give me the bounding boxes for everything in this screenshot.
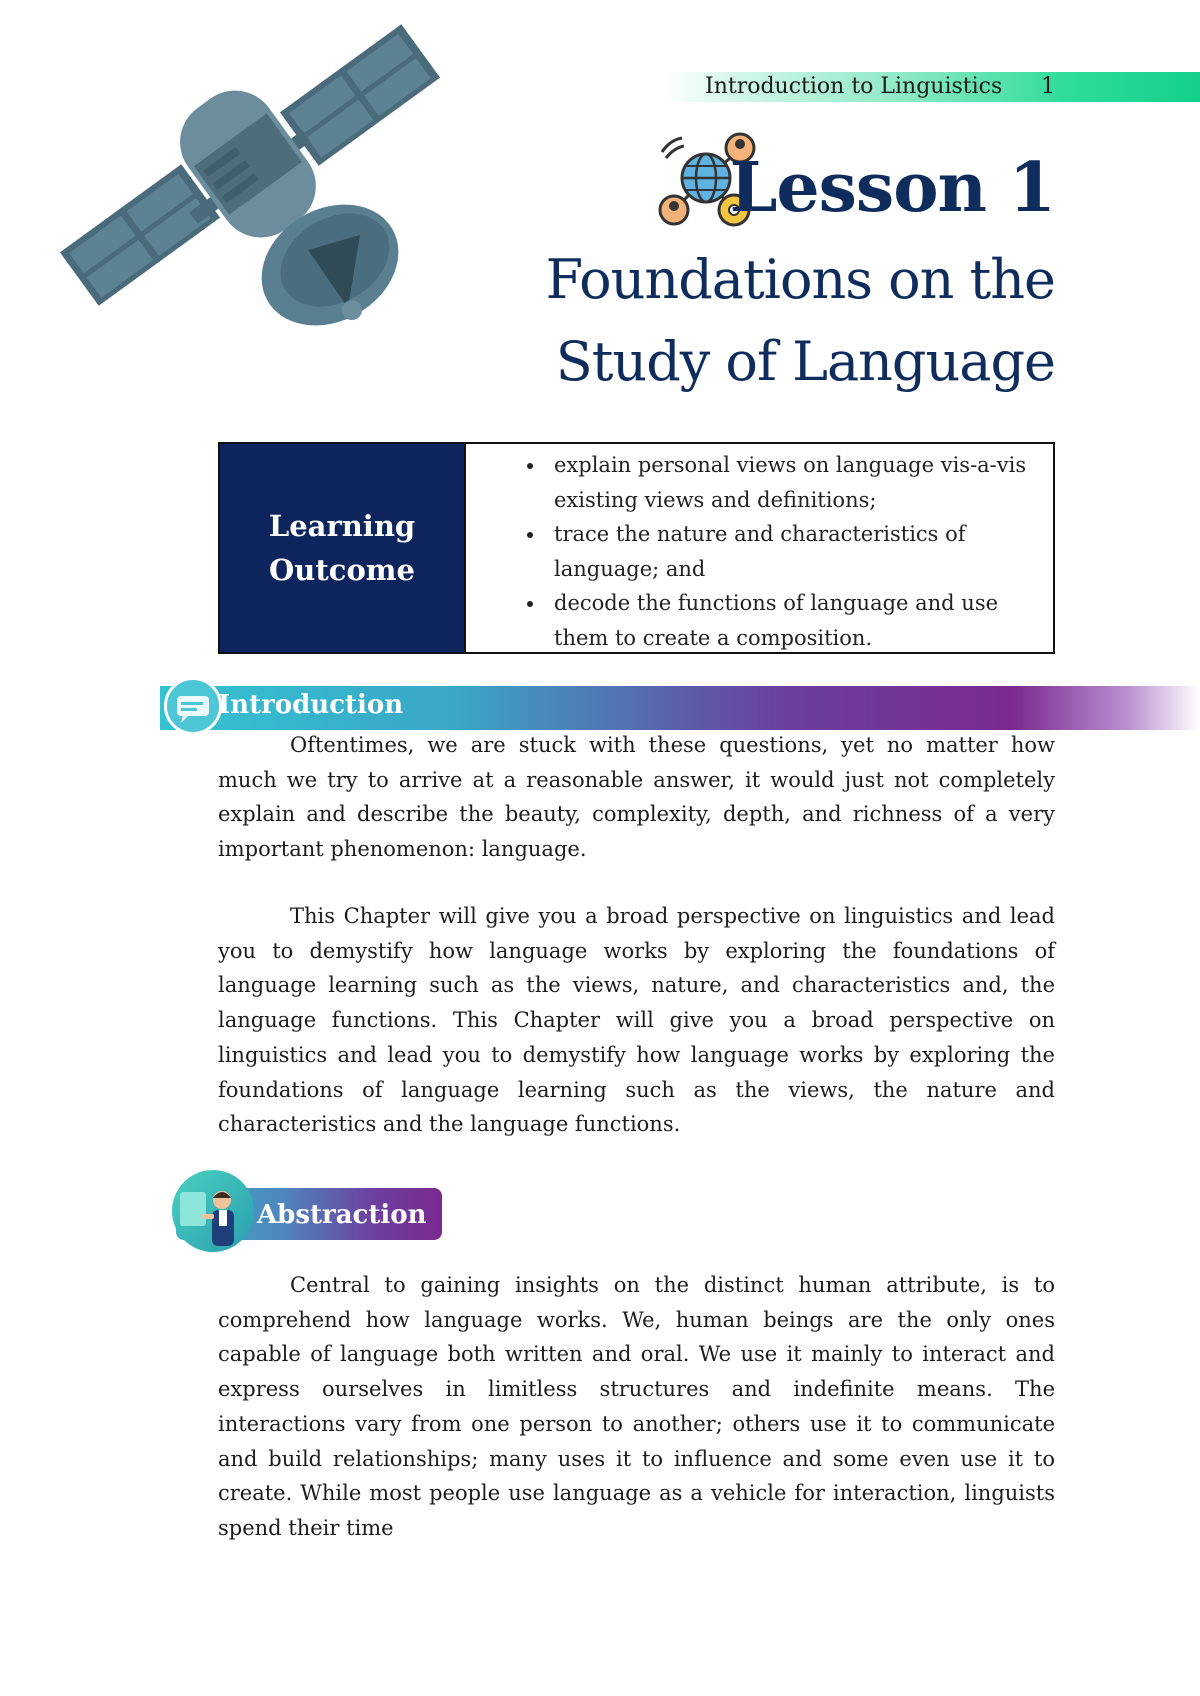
learning-outcome-items-cell <box>466 444 1053 652</box>
learning-outcome-list <box>466 448 1033 655</box>
satellite-icon <box>30 10 450 340</box>
learning-outcome-item: • explain personal views on language vis-a-vis existing views and definitions; <box>546 448 1033 517</box>
learning-outcome-item: • decode the functions of language and use them to create a composition. <box>546 586 1033 655</box>
learning-outcome-label <box>220 444 466 652</box>
introduction-paragraph-1: Oftentimes, we are stuck with these questions, yet no matter how much we try to arrive at a reasonable answer, it would just not completely explain and describe the beauty, complexity, depth, and richness of a very important phenomenon: language. <box>218 733 1055 862</box>
page-number: 1 <box>1041 74 1055 99</box>
learning-outcome-item: • trace the nature and characteristics of language; and <box>546 517 1033 586</box>
lesson-title-line-2: Study of Language <box>555 330 1055 393</box>
learning-outcome-table <box>218 442 1055 654</box>
introduction-paragraph-2: This Chapter will give you a broad perspective on linguistics and lead you to demystify how language works by exploring the foundations of language learning such as the views, nature, and characteristics and, the language functions. This Chapter will give you a broad perspective on linguistics and lead you to demystify how language works by exploring the foundations of language learning such as the views, the nature and characteristics and the language functions. <box>218 904 1055 1137</box>
abstraction-heading: Abstraction <box>257 1200 427 1230</box>
learning-outcome-label-line-2: Outcome <box>269 553 415 587</box>
presenter-avatar-icon <box>172 1170 254 1252</box>
abstraction-paragraph-1: Central to gaining insights on the distinct human attribute, is to comprehend how language works. We, human beings are the only ones capable of language both written and oral. We use it mainly to interact and express ourselves in limitless structures and indefinite means. The interactions vary from one person to another; others use it to communicate and build relationships; many uses it to influence and some even use it to create. While most people use language as a vehicle for interaction, linguists spend their time <box>218 1273 1055 1540</box>
lesson-number: Lesson 1 <box>729 148 1055 228</box>
learning-outcome-label-line-1: Learning <box>268 509 416 543</box>
introduction-heading: Introduction <box>218 690 404 720</box>
speech-bubble-icon <box>164 677 222 735</box>
lesson-title-line-1: Foundations on the <box>545 248 1055 311</box>
running-header-title: Introduction to Linguistics <box>705 74 1003 99</box>
